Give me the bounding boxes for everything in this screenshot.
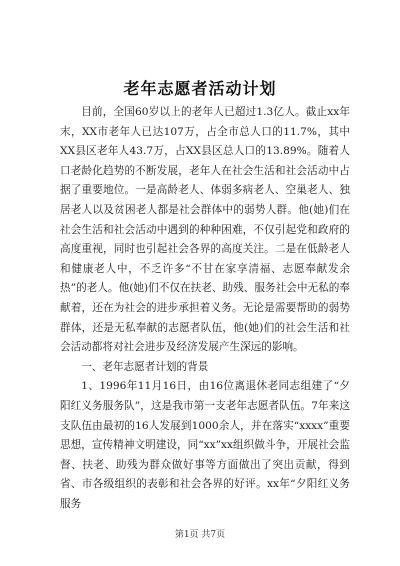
paragraph-intro: 目前，全国60岁以上的老年人已超过1.3亿人。截止xx年末，XX市老年人已达107万，占全市总人口的11.7%，其中XX县区老年人43.7万，占XX县区总人口的13.89%。随着人口老龄化趋势的不断发展，老年人在社会生活和社会活动中占据了重要地位。一是高龄老人、体弱多病老人、空巢老人、独居老人以及贫困老人都是社会群体中的弱势人群。他(她)们在社会生活和社会活动中遇到的种种困难，不仅引起党和政府的高度重视，同时也引起社会各界的高度关注。二是在低龄老人和健康老人中，不乏许多“不甘在家享清福、志愿奉献发余热”的老人。他(她)们不仅在扶老、助残、服务社会中无私的奉献着，还在为社会的进步承担着义务。无论是需要帮助的弱势群体，还是无私奉献的志愿者队伍，他(她)们的社会生活和社会活动都将对社会进步及经济发展产生深远的影响。 [60,106,350,354]
paragraph-history: 1、1996年11月16日，由16位离退休老同志组建了“夕阳红义务服务队”，这是我市第一支老年志愿者队伍。7年来这支队伍由最初的16人发展到1000余人，并在落实“xxxx”重要思想，宣传精神文明建设，同“xx”xx组织做斗争，开展社会监督、扶老、助残为群众做好事等方面做出了突出贡献，得到省、市各级组织的表彰和社会各界的好评。xx年“夕阳红义务服务 [60,380,350,510]
page-footer: 第1页 共7页 [174,530,226,540]
section-heading: 一、老年志愿者计划的背景 [81,360,209,373]
document-body [60,103,350,514]
document-title: 老年志愿者活动计划 [123,79,277,98]
